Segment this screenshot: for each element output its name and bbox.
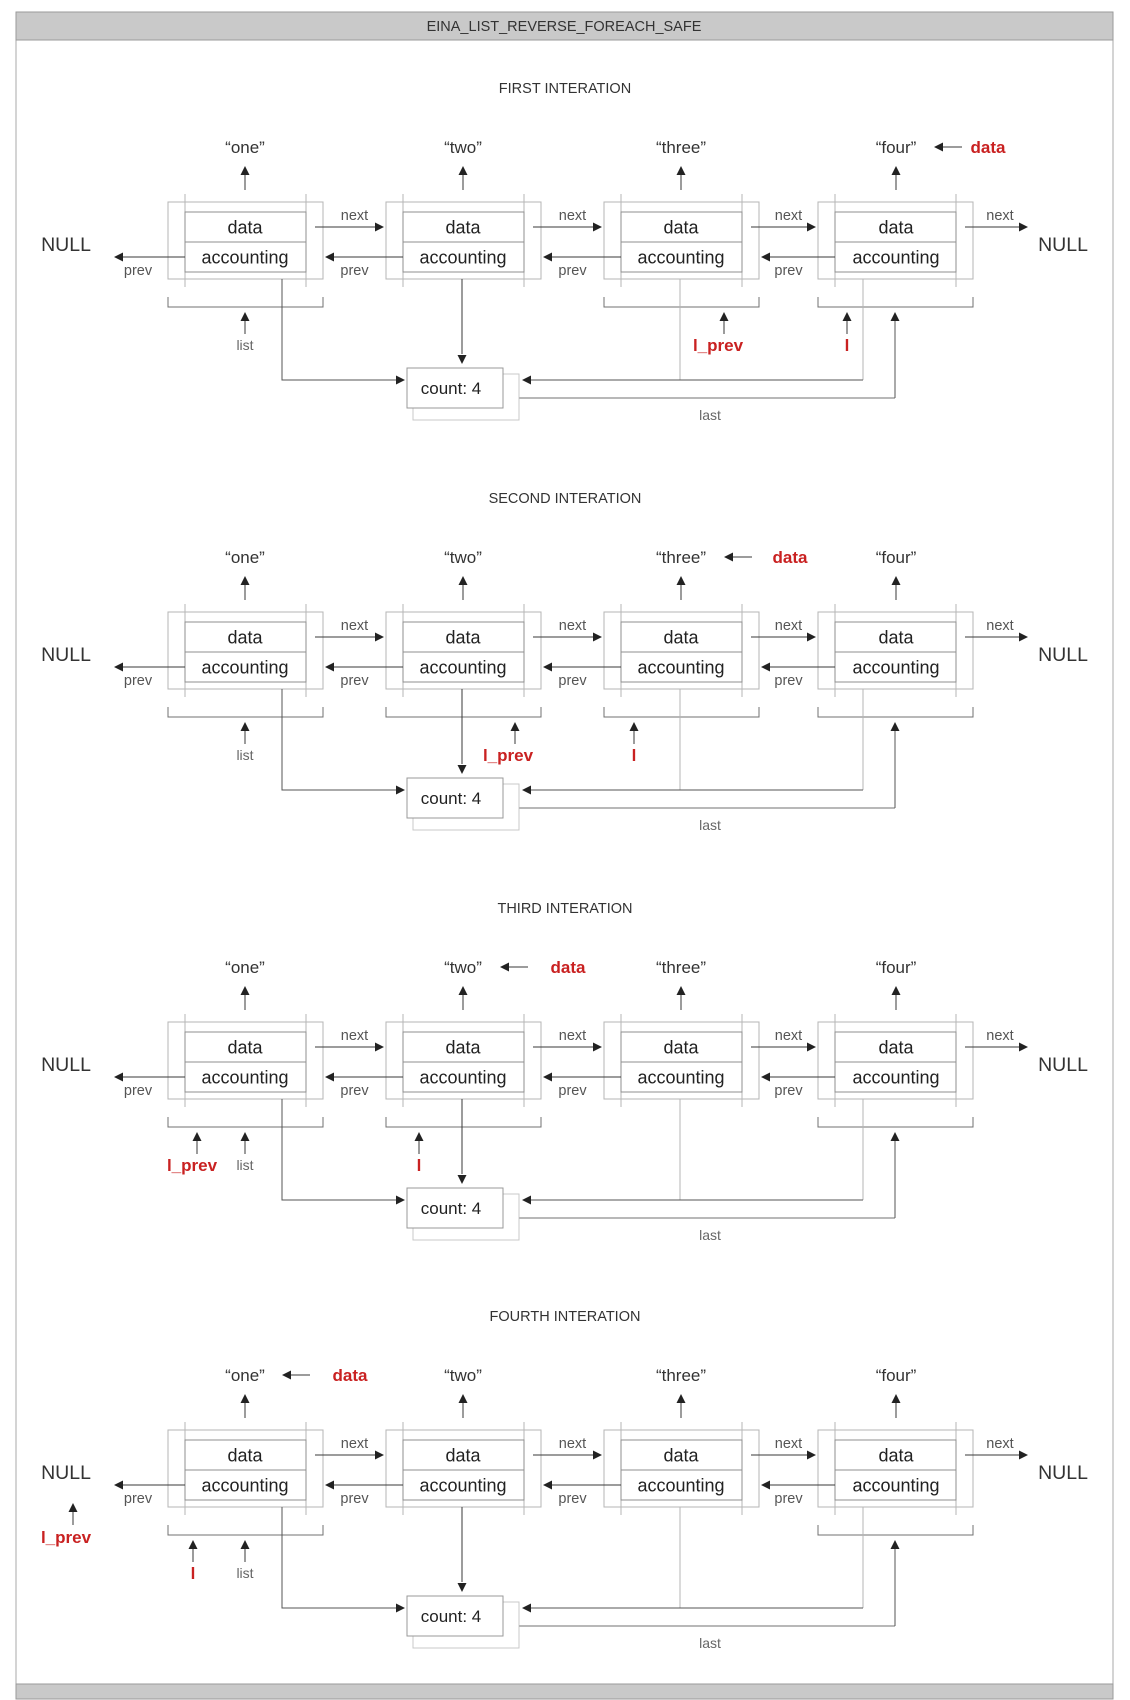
- iteration-section-3: [41, 901, 1088, 1243]
- last-arrowhead-icon: [891, 1132, 900, 1141]
- accounting-cell-label: accounting: [419, 247, 507, 268]
- list-pointer-label: list: [236, 746, 254, 763]
- last-pointer-label: last: [699, 1634, 721, 1651]
- data-cell-label: data: [878, 1445, 914, 1466]
- prev-arrowhead-icon: [114, 663, 123, 672]
- node-name-label: “four”: [875, 137, 917, 157]
- node-name-arrowhead-icon: [892, 1394, 901, 1403]
- data-cell-label: data: [663, 1037, 699, 1058]
- last-pointer-label: last: [699, 406, 721, 423]
- next-arrowhead-icon: [807, 223, 816, 232]
- count-right-arrowhead-icon: [522, 1604, 531, 1613]
- accounting-route-left: [282, 279, 396, 380]
- last-arrowhead-icon: [891, 312, 900, 321]
- next-label: next: [986, 1436, 1014, 1453]
- next-arrowhead-icon: [375, 633, 384, 642]
- prev-arrowhead-icon: [543, 1073, 552, 1082]
- data-pointer-arrowhead-icon: [282, 1371, 291, 1380]
- node-bracket: [168, 1117, 323, 1127]
- next-label: next: [774, 618, 803, 635]
- prev-label: prev: [340, 673, 369, 690]
- accounting-cell-label: accounting: [637, 1475, 725, 1496]
- null-right-label: NULL: [1038, 233, 1088, 256]
- node-name-arrowhead-icon: [241, 166, 250, 175]
- accounting-cell-label: accounting: [637, 1067, 725, 1088]
- count-left-arrowhead-icon: [396, 786, 405, 795]
- count-label: count: 4: [420, 1606, 482, 1626]
- data-pointer-label: data: [332, 1365, 368, 1385]
- next-arrowhead-icon: [1019, 223, 1028, 232]
- count-left-arrowhead-icon: [396, 1196, 405, 1205]
- node-bracket: [604, 297, 759, 307]
- node-bracket: [168, 297, 323, 307]
- next-arrowhead-icon: [807, 1451, 816, 1460]
- accounting-cell-label: accounting: [201, 657, 289, 678]
- l-prev-arrowhead-icon: [511, 722, 520, 731]
- accounting-cell-label: accounting: [637, 247, 725, 268]
- next-arrowhead-icon: [593, 1451, 602, 1460]
- last-arrowhead-icon: [891, 1540, 900, 1549]
- node-bracket: [604, 707, 759, 717]
- list-arrowhead-icon: [241, 1540, 250, 1549]
- prev-arrowhead-icon: [325, 1481, 334, 1490]
- node-name-arrowhead-icon: [459, 986, 468, 995]
- prev-arrowhead-icon: [543, 663, 552, 672]
- next-label: next: [558, 208, 587, 225]
- accounting-cell-label: accounting: [637, 657, 725, 678]
- l-prev-pointer-label: l_prev: [40, 1527, 92, 1547]
- count-right-arrowhead-icon: [522, 1196, 531, 1205]
- list-pointer-label: list: [236, 1564, 254, 1581]
- l-arrowhead-icon: [843, 312, 852, 321]
- node-name-label: “one”: [225, 1365, 265, 1385]
- node-name-arrowhead-icon: [677, 1394, 686, 1403]
- next-label: next: [986, 1028, 1014, 1045]
- next-label: next: [340, 1436, 369, 1453]
- null-left-label: NULL: [41, 643, 91, 666]
- last-pointer-label: last: [699, 816, 721, 833]
- next-label: next: [986, 208, 1014, 225]
- data-pointer-label: data: [772, 547, 808, 567]
- null-left-label: NULL: [41, 1461, 91, 1484]
- node-name-label: “two”: [444, 957, 482, 977]
- node-name-label: “three”: [655, 137, 707, 157]
- data-cell-label: data: [878, 217, 914, 238]
- prev-arrowhead-icon: [325, 1073, 334, 1082]
- title-bar-text: EINA_LIST_REVERSE_FOREACH_SAFE: [426, 19, 702, 35]
- data-cell-label: data: [445, 1445, 481, 1466]
- data-cell-label: data: [227, 1445, 263, 1466]
- prev-label: prev: [774, 1083, 803, 1100]
- list-arrowhead-icon: [241, 722, 250, 731]
- node-name-label: “three”: [655, 1365, 707, 1385]
- iteration-section-1: [41, 81, 1088, 423]
- next-arrowhead-icon: [1019, 1043, 1028, 1052]
- data-cell-label: data: [227, 627, 263, 648]
- count-label: count: 4: [420, 788, 482, 808]
- node-bracket: [818, 297, 973, 307]
- count-right-arrowhead-icon: [522, 376, 531, 385]
- node-bracket: [386, 1117, 541, 1127]
- node-name-arrowhead-icon: [892, 986, 901, 995]
- next-label: next: [774, 1028, 803, 1045]
- iteration-section-4: [41, 1309, 1088, 1651]
- iteration-title: FOURTH INTERATION: [489, 1309, 641, 1326]
- accounting-cell-label: accounting: [201, 1067, 289, 1088]
- count-top-arrowhead-icon: [458, 355, 467, 364]
- next-arrowhead-icon: [1019, 633, 1028, 642]
- next-arrowhead-icon: [807, 1043, 816, 1052]
- node-name-arrowhead-icon: [241, 1394, 250, 1403]
- next-arrowhead-icon: [593, 633, 602, 642]
- prev-label: prev: [123, 673, 153, 690]
- data-pointer-label: data: [550, 957, 586, 977]
- accounting-route-left: [282, 1507, 396, 1608]
- l-prev-pointer-label: l_prev: [166, 1155, 218, 1175]
- prev-label: prev: [123, 263, 153, 280]
- iteration-title: SECOND INTERATION: [488, 491, 642, 508]
- node-bracket: [386, 707, 541, 717]
- accounting-cell-label: accounting: [419, 1475, 507, 1496]
- prev-label: prev: [558, 673, 587, 690]
- node-name-arrowhead-icon: [459, 576, 468, 585]
- accounting-cell-label: accounting: [852, 657, 940, 678]
- count-top-arrowhead-icon: [458, 1175, 467, 1184]
- l-pointer-label: l: [631, 745, 637, 765]
- data-cell-label: data: [227, 217, 263, 238]
- node-name-label: “four”: [875, 547, 917, 567]
- node-name-label: “three”: [655, 547, 707, 567]
- node-name-arrowhead-icon: [459, 166, 468, 175]
- prev-label: prev: [340, 1083, 369, 1100]
- iterations-root: [41, 81, 1088, 1651]
- prev-arrowhead-icon: [543, 1481, 552, 1490]
- node-name-arrowhead-icon: [677, 576, 686, 585]
- node-bracket: [168, 707, 323, 717]
- next-arrowhead-icon: [375, 1451, 384, 1460]
- data-cell-label: data: [445, 217, 481, 238]
- data-cell-label: data: [663, 627, 699, 648]
- null-left-label: NULL: [41, 1053, 91, 1076]
- data-cell-label: data: [878, 627, 914, 648]
- prev-arrowhead-icon: [761, 253, 770, 262]
- l-arrowhead-icon: [189, 1540, 198, 1549]
- accounting-cell-label: accounting: [201, 1475, 289, 1496]
- prev-label: prev: [558, 263, 587, 280]
- next-arrowhead-icon: [807, 633, 816, 642]
- l-pointer-label: l: [416, 1155, 422, 1175]
- next-label: next: [340, 208, 369, 225]
- prev-arrowhead-icon: [543, 253, 552, 262]
- l-pointer-label: l: [190, 1563, 196, 1583]
- count-top-arrowhead-icon: [458, 1583, 467, 1592]
- count-left-arrowhead-icon: [396, 376, 405, 385]
- accounting-cell-label: accounting: [201, 247, 289, 268]
- accounting-route-left: [282, 689, 396, 790]
- prev-label: prev: [123, 1491, 153, 1508]
- node-name-arrowhead-icon: [677, 986, 686, 995]
- data-pointer-arrowhead-icon: [724, 553, 733, 562]
- next-label: next: [558, 1028, 587, 1045]
- l-prev-arrowhead-icon: [69, 1503, 78, 1512]
- null-right-label: NULL: [1038, 1053, 1088, 1076]
- list-pointer-label: list: [236, 336, 254, 353]
- prev-label: prev: [774, 263, 803, 280]
- node-name-label: “one”: [225, 547, 265, 567]
- l-pointer-label: l: [844, 335, 850, 355]
- iteration-title: THIRD INTERATION: [497, 901, 633, 918]
- next-label: next: [340, 1028, 369, 1045]
- l-prev-pointer-label: l_prev: [692, 335, 744, 355]
- null-right-label: NULL: [1038, 1461, 1088, 1484]
- accounting-cell-label: accounting: [419, 657, 507, 678]
- data-pointer-label: data: [970, 137, 1006, 157]
- l-prev-arrowhead-icon: [720, 312, 729, 321]
- node-bracket: [818, 1525, 973, 1535]
- next-arrowhead-icon: [1019, 1451, 1028, 1460]
- prev-arrowhead-icon: [114, 1073, 123, 1082]
- node-name-label: “two”: [444, 1365, 482, 1385]
- prev-label: prev: [558, 1083, 587, 1100]
- l-prev-pointer-label: l_prev: [482, 745, 534, 765]
- prev-arrowhead-icon: [325, 663, 334, 672]
- node-name-arrowhead-icon: [459, 1394, 468, 1403]
- count-top-arrowhead-icon: [458, 765, 467, 774]
- l-prev-arrowhead-icon: [193, 1132, 202, 1141]
- next-arrowhead-icon: [593, 1043, 602, 1052]
- bottom-bar: [16, 1684, 1113, 1699]
- next-arrowhead-icon: [593, 223, 602, 232]
- data-cell-label: data: [663, 1445, 699, 1466]
- node-name-label: “two”: [444, 137, 482, 157]
- count-right-arrowhead-icon: [522, 786, 531, 795]
- next-label: next: [986, 618, 1014, 635]
- prev-label: prev: [774, 673, 803, 690]
- node-bracket: [818, 707, 973, 717]
- list-arrowhead-icon: [241, 312, 250, 321]
- accounting-cell-label: accounting: [852, 247, 940, 268]
- next-label: next: [774, 1436, 803, 1453]
- list-pointer-label: list: [236, 1156, 254, 1173]
- node-name-arrowhead-icon: [241, 576, 250, 585]
- accounting-cell-label: accounting: [852, 1067, 940, 1088]
- next-label: next: [558, 1436, 587, 1453]
- node-name-label: “one”: [225, 137, 265, 157]
- last-arrowhead-icon: [891, 722, 900, 731]
- count-label: count: 4: [420, 1198, 482, 1218]
- null-right-label: NULL: [1038, 643, 1088, 666]
- prev-label: prev: [774, 1491, 803, 1508]
- accounting-route-left: [282, 1099, 396, 1200]
- node-name-label: “four”: [875, 1365, 917, 1385]
- count-label: count: 4: [420, 378, 482, 398]
- prev-arrowhead-icon: [114, 1481, 123, 1490]
- prev-arrowhead-icon: [761, 1073, 770, 1082]
- data-cell-label: data: [445, 627, 481, 648]
- accounting-cell-label: accounting: [852, 1475, 940, 1496]
- prev-label: prev: [558, 1491, 587, 1508]
- null-left-label: NULL: [41, 233, 91, 256]
- next-arrowhead-icon: [375, 223, 384, 232]
- data-cell-label: data: [878, 1037, 914, 1058]
- node-bracket: [818, 1117, 973, 1127]
- node-name-arrowhead-icon: [892, 166, 901, 175]
- prev-arrowhead-icon: [761, 1481, 770, 1490]
- data-cell-label: data: [445, 1037, 481, 1058]
- data-cell-label: data: [663, 217, 699, 238]
- count-left-arrowhead-icon: [396, 1604, 405, 1613]
- node-name-arrowhead-icon: [677, 166, 686, 175]
- l-arrowhead-icon: [415, 1132, 424, 1141]
- node-name-label: “two”: [444, 547, 482, 567]
- node-bracket: [168, 1525, 323, 1535]
- last-pointer-label: last: [699, 1226, 721, 1243]
- prev-arrowhead-icon: [761, 663, 770, 672]
- node-name-label: “one”: [225, 957, 265, 977]
- prev-arrowhead-icon: [325, 253, 334, 262]
- data-pointer-arrowhead-icon: [934, 143, 943, 152]
- next-arrowhead-icon: [375, 1043, 384, 1052]
- iteration-title: FIRST INTERATION: [498, 81, 632, 98]
- list-arrowhead-icon: [241, 1132, 250, 1141]
- next-label: next: [340, 618, 369, 635]
- node-name-arrowhead-icon: [892, 576, 901, 585]
- prev-label: prev: [340, 263, 369, 280]
- node-name-label: “four”: [875, 957, 917, 977]
- prev-label: prev: [123, 1083, 153, 1100]
- prev-label: prev: [340, 1491, 369, 1508]
- next-label: next: [558, 618, 587, 635]
- iteration-section-2: [41, 491, 1088, 833]
- prev-arrowhead-icon: [114, 253, 123, 262]
- data-cell-label: data: [227, 1037, 263, 1058]
- next-label: next: [774, 208, 803, 225]
- l-arrowhead-icon: [630, 722, 639, 731]
- data-pointer-arrowhead-icon: [500, 963, 509, 972]
- node-name-arrowhead-icon: [241, 986, 250, 995]
- node-name-label: “three”: [655, 957, 707, 977]
- accounting-cell-label: accounting: [419, 1067, 507, 1088]
